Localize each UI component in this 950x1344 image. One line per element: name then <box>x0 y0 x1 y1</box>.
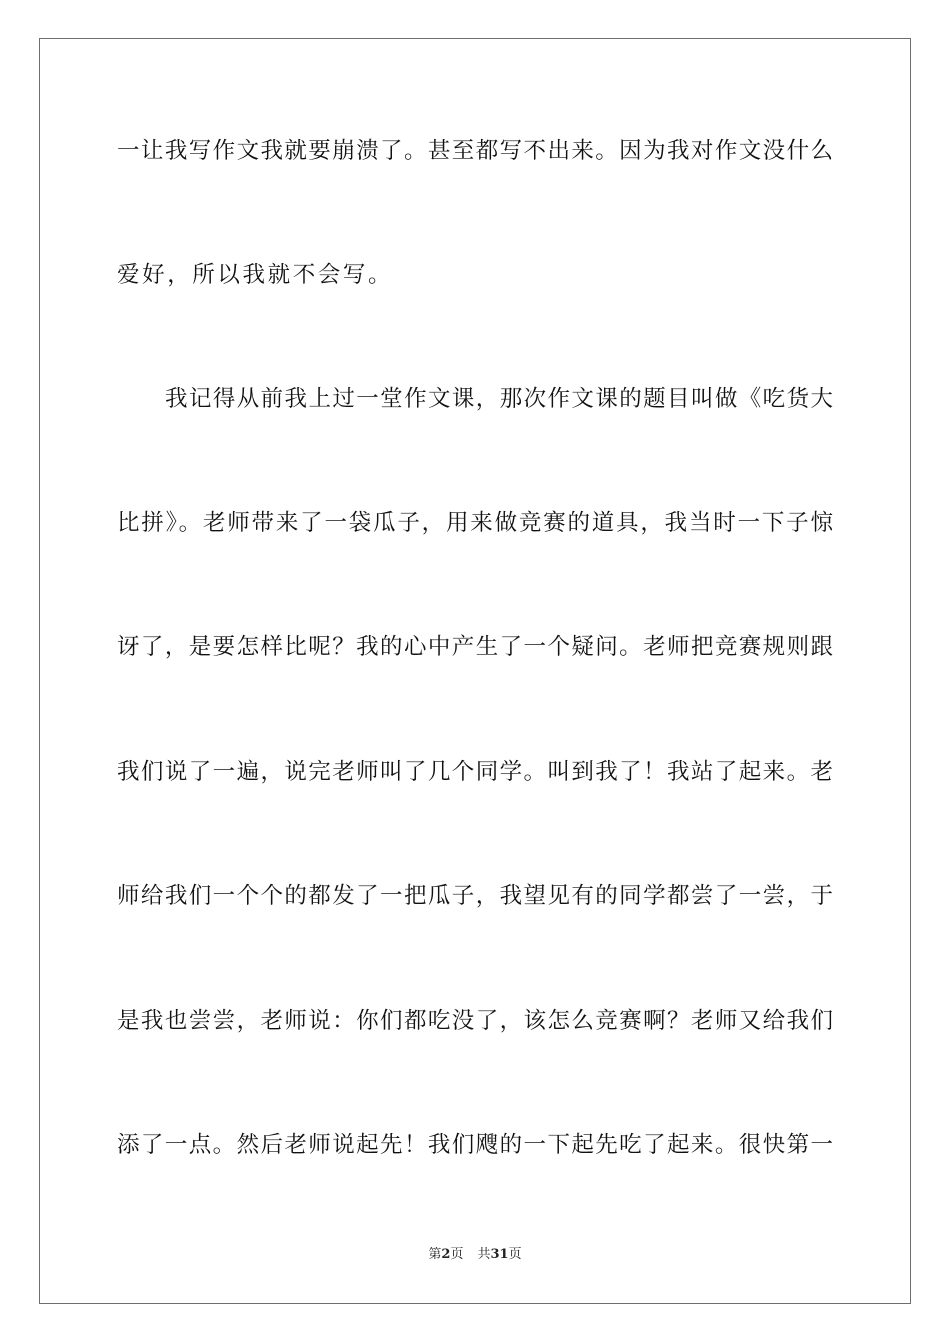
paragraph-2-line-1: 我记得从前我上过一堂作文课，那次作文课的题目叫做《吃货大 <box>165 386 833 412</box>
page-label-suffix: 页 <box>450 1247 464 1262</box>
paragraph-2-line-7: 添了一点。然后老师说起先！我们飕的一下起先吃了起来。很快第一 <box>117 1132 833 1158</box>
paragraph-1-line-2: 爱好，所以我就不会写。 <box>117 262 394 288</box>
paragraph-2-line-2: 比拼》。老师带来了一袋瓜子，用来做竞赛的道具，我当时一下子惊 <box>117 510 833 536</box>
total-pages: 31 <box>490 1247 509 1262</box>
page-label-prefix: 第 <box>428 1247 442 1262</box>
paragraph-1-line-1: 一让我写作文我就要崩溃了。甚至都写不出来。因为我对作文没什么 <box>117 138 833 164</box>
total-label-suffix: 页 <box>508 1247 522 1262</box>
paragraph-2-line-4: 我们说了一遍，说完老师叫了几个同学。叫到我了！我站了起来。老 <box>117 759 833 785</box>
page-footer <box>0 1246 950 1264</box>
page-border <box>39 38 911 1304</box>
paragraph-2-line-5: 师给我们一个个的都发了一把瓜子，我望见有的同学都尝了一尝，于 <box>117 883 833 909</box>
page-number: 2 <box>441 1247 451 1262</box>
paragraph-2-line-3: 讶了，是要怎样比呢？我的心中产生了一个疑问。老师把竞赛规则跟 <box>117 634 833 660</box>
paragraph-2-line-6: 是我也尝尝，老师说：你们都吃没了，该怎么竞赛啊？老师又给我们 <box>117 1008 833 1034</box>
total-label-prefix: 共 <box>477 1247 491 1262</box>
